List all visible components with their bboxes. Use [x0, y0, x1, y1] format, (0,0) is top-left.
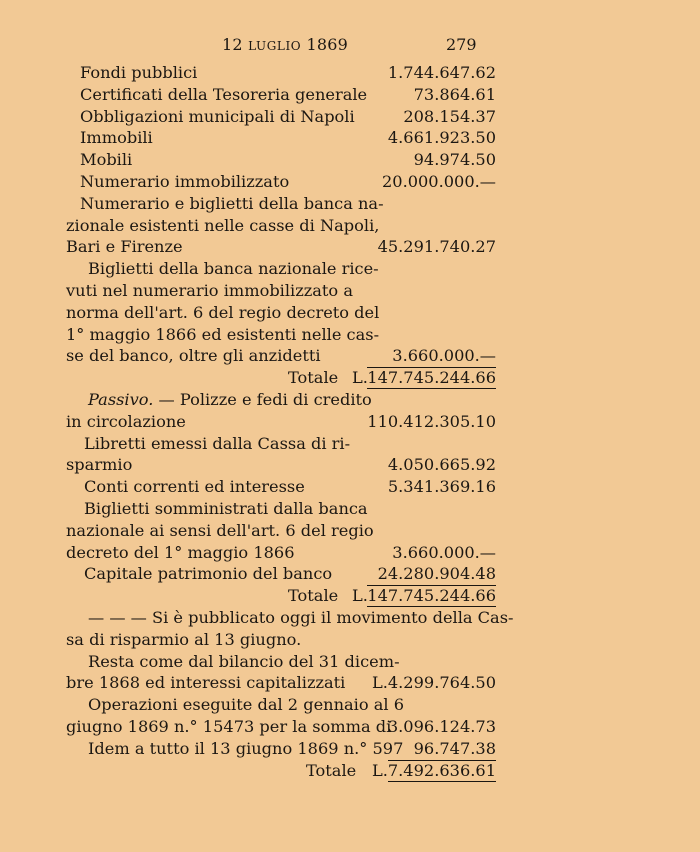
entry-text: Fondi pubblici	[80, 63, 198, 82]
entry-currency: L.	[372, 673, 388, 693]
entry-amount: 208.154.37	[403, 106, 496, 126]
entry-text: Certificati della Tesoreria generale	[80, 84, 368, 104]
header-month: LUGLIO	[248, 39, 302, 53]
entry-numerario-biglietti-line3	[66, 236, 496, 258]
entry-text: Numerario immobilizzato	[80, 171, 290, 191]
entry-text: Numerario e biglietti della banca na-	[80, 193, 384, 213]
header-year: 1869	[306, 35, 349, 54]
entry-amount: 24.280.904.48	[377, 564, 496, 584]
entry-resta-line2	[66, 672, 496, 694]
entry-text: se del banco, oltre gli anzidetti	[66, 346, 321, 366]
entry-amount: 3.660.000.—	[392, 542, 496, 562]
total-amount: 147.745.244.66	[367, 586, 496, 606]
entry-text: Resta come dal bilancio del 31 dicem-	[88, 651, 400, 671]
totale-cassa-risparmio	[66, 760, 496, 782]
total-amount: 147.745.244.66	[367, 368, 496, 388]
total-currency: L.	[352, 368, 368, 388]
entry-amount: 4.050.665.92	[387, 455, 496, 475]
entry-text: giugno 1869 n.° 15473 per la somma di	[66, 716, 392, 736]
entry-text: nazionale ai sensi dell'art. 6 del regio	[66, 520, 374, 540]
entry-operazioni-line1	[66, 694, 496, 716]
entry-text: sa di risparmio al 13 giugno.	[66, 629, 302, 649]
financial-statement	[66, 62, 514, 781]
total-amount: 7.492.636.61	[387, 760, 496, 780]
total-label: Totale	[288, 586, 339, 606]
entry-mobili	[66, 149, 496, 171]
entry-passivo-polizze-line1	[66, 389, 496, 411]
entry-conti-correnti	[66, 476, 496, 498]
entry-numerario-biglietti-line1	[66, 193, 496, 215]
entry-biglietti-ricevuti-line2	[66, 280, 496, 302]
entry-text: sparmio	[66, 455, 133, 475]
entry-text: Obbligazioni municipali di Napoli	[80, 106, 355, 126]
entry-biglietti-ricevuti-line4	[66, 324, 496, 346]
entry-amount: 3.660.000.—	[392, 346, 496, 366]
entry-biglietti-ricevuti-line1	[66, 258, 496, 280]
entry-libretti-line2	[66, 454, 496, 476]
totale-passivo	[66, 585, 496, 607]
entry-amount: 110.412.305.10	[367, 411, 496, 431]
total-label: Totale	[288, 368, 339, 388]
entry-fondi-pubblici	[66, 62, 496, 84]
entry-text: Biglietti della banca nazionale rice-	[88, 259, 379, 279]
entry-certificati	[66, 84, 496, 106]
entry-amount: 1.744.647.62	[387, 63, 496, 82]
entry-text: norma dell'art. 6 del regio decreto del	[66, 302, 380, 322]
entry-biglietti-ricevuti-line5	[66, 345, 496, 367]
header-day: 12	[222, 35, 243, 54]
entry-text	[88, 389, 372, 411]
entry-resta-line1	[66, 651, 496, 673]
entry-amount: 45.291.740.27	[377, 237, 496, 257]
entry-amount: 5.341.369.16	[387, 477, 496, 497]
entry-amount: 4.299.764.50	[387, 673, 496, 693]
paragraph-cassa-risparmio-line2	[66, 629, 496, 651]
entry-amount: 96.747.38	[413, 738, 496, 758]
entry-amount: 20.000.000.—	[381, 171, 496, 191]
entry-text: Bari e Firenze	[66, 237, 183, 257]
entry-text: Biglietti somministrati dalla banca	[84, 498, 368, 518]
entry-text-rest: — Polizze e fedi di credito	[153, 389, 372, 409]
entry-text: Conti correnti ed interesse	[84, 477, 305, 497]
entry-amount: 73.864.61	[413, 84, 496, 104]
entry-text: decreto del 1° maggio 1866	[66, 542, 295, 562]
entry-text: Libretti emessi dalla Cassa di ri-	[84, 433, 351, 453]
entry-text: Capitale patrimonio del banco	[84, 564, 333, 584]
page-header	[0, 35, 700, 57]
entry-biglietti-somministrati-line2	[66, 520, 496, 542]
totale-attivo	[66, 367, 496, 389]
entry-obbligazioni	[66, 106, 496, 128]
total-label: Totale	[306, 760, 357, 780]
entry-operazioni-line2	[66, 716, 496, 738]
entry-amount: 3.096.124.73	[387, 716, 496, 736]
entry-text: Operazioni eseguite dal 2 gennaio al 6	[88, 695, 405, 715]
entry-text: in circolazione	[66, 411, 186, 431]
section-label-passivo: Passivo.	[88, 389, 154, 409]
entry-amount: 94.974.50	[413, 150, 496, 170]
paragraph-cassa-risparmio-line1	[66, 607, 514, 629]
entry-amount: 4.661.923.50	[387, 128, 496, 148]
entry-numerario-immobilizzato	[66, 171, 496, 193]
entry-text: vuti nel numerario immobilizzato a	[66, 280, 353, 300]
entry-biglietti-somministrati-line1	[66, 498, 496, 520]
entry-text: bre 1868 ed interessi capitalizzati	[66, 673, 346, 693]
entry-capitale-patrimonio	[66, 563, 496, 585]
entry-idem	[66, 738, 496, 760]
page-number: 279	[446, 35, 477, 54]
entry-text: Immobili	[80, 128, 153, 148]
entry-libretti-line1	[66, 433, 496, 455]
entry-text: — — — Si è pubblicato oggi il movimento della Cas-	[88, 607, 514, 627]
entry-immobili	[66, 127, 496, 149]
total-currency: L.	[372, 760, 388, 780]
entry-biglietti-ricevuti-line3	[66, 302, 496, 324]
entry-text: Idem a tutto il 13 giugno 1869 n.° 597	[88, 738, 404, 758]
entry-text: Mobili	[80, 150, 133, 170]
entry-passivo-polizze-line2	[66, 411, 496, 433]
total-currency: L.	[352, 586, 368, 606]
entry-text: zionale esistenti nelle casse di Napoli,	[66, 215, 380, 235]
entry-text: 1° maggio 1866 ed esistenti nelle cas-	[66, 324, 380, 344]
header-date	[222, 35, 348, 54]
entry-biglietti-somministrati-line3	[66, 542, 496, 564]
entry-numerario-biglietti-line2	[66, 215, 496, 237]
